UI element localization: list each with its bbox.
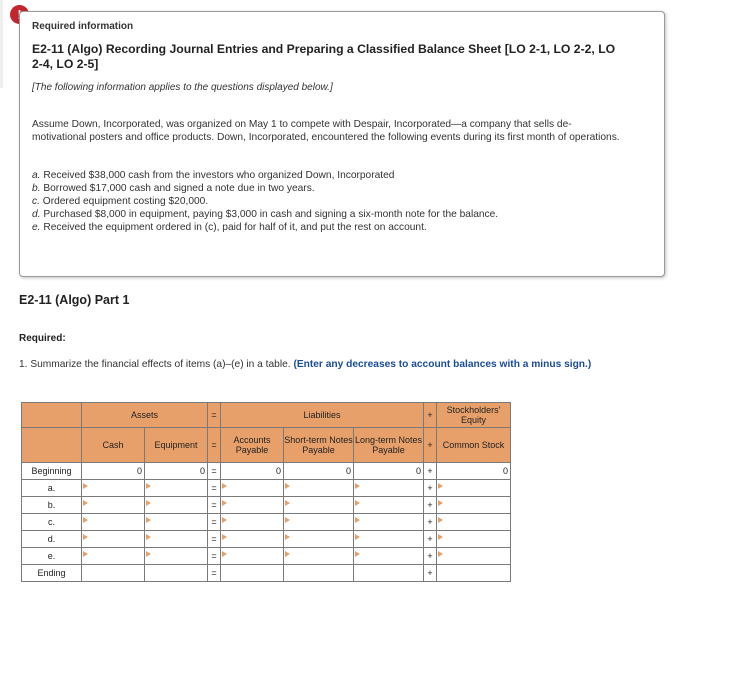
- plus-sign: +: [424, 463, 437, 480]
- plus-sign: +: [424, 514, 437, 531]
- event-item: c. Ordered equipment costing $20,000.: [32, 196, 209, 207]
- row-label: e.: [22, 548, 82, 565]
- table-row: [22, 463, 511, 480]
- long-term-notes-header: Long-term Notes Payable: [354, 428, 424, 463]
- required-label: Required:: [19, 333, 66, 344]
- required-information-heading: Required information: [32, 21, 134, 32]
- ending-long-term-notes: [354, 565, 424, 582]
- ending-accounts-payable: [221, 565, 284, 582]
- plus-sign: +: [424, 565, 437, 582]
- liabilities-header: Liabilities: [221, 403, 424, 428]
- financial-effects-table: [21, 402, 511, 582]
- plus-sign: +: [424, 403, 437, 428]
- left-edge-marker: [0, 0, 3, 88]
- beginning-long-term-notes: 0: [354, 463, 424, 480]
- table-row: [22, 497, 511, 514]
- cash-input[interactable]: [82, 497, 145, 514]
- accounts-payable-input[interactable]: [221, 514, 284, 531]
- short-term-notes-input[interactable]: [284, 480, 354, 497]
- common-stock-input[interactable]: [437, 548, 511, 565]
- plus-sign: +: [424, 480, 437, 497]
- short-term-notes-input[interactable]: [284, 497, 354, 514]
- beginning-cash: 0: [82, 463, 145, 480]
- long-term-notes-input[interactable]: [354, 497, 424, 514]
- short-term-notes-header: Short-term Notes Payable: [284, 428, 354, 463]
- table-row: [22, 565, 511, 582]
- equipment-header: Equipment: [145, 428, 208, 463]
- equals-sign: =: [208, 463, 221, 480]
- row-label: c.: [22, 514, 82, 531]
- short-term-notes-input[interactable]: [284, 548, 354, 565]
- common-stock-input[interactable]: [437, 514, 511, 531]
- ending-equipment: [145, 565, 208, 582]
- accounts-payable-input[interactable]: [221, 548, 284, 565]
- equipment-input[interactable]: [145, 514, 208, 531]
- row-label: b.: [22, 497, 82, 514]
- cash-header: Cash: [82, 428, 145, 463]
- ending-short-term-notes: [284, 565, 354, 582]
- equals-sign: =: [208, 480, 221, 497]
- long-term-notes-input[interactable]: [354, 480, 424, 497]
- event-item: d. Purchased $8,000 in equipment, paying $3,000 in cash and signing a six-month note for the balance.: [32, 209, 499, 220]
- table-row: [22, 480, 511, 497]
- assets-header: Assets: [82, 403, 208, 428]
- common-stock-input[interactable]: [437, 531, 511, 548]
- accounts-payable-input[interactable]: [221, 531, 284, 548]
- event-item: b. Borrowed $17,000 cash and signed a note due in two years.: [32, 183, 315, 194]
- beginning-equipment: 0: [145, 463, 208, 480]
- common-stock-input[interactable]: [437, 497, 511, 514]
- equals-sign: =: [208, 497, 221, 514]
- row-label: a.: [22, 480, 82, 497]
- equals-sign: =: [208, 428, 221, 463]
- equals-sign: =: [208, 565, 221, 582]
- plus-sign: +: [424, 428, 437, 463]
- scenario-paragraph: Assume Down, Incorporated, was organized on May 1 to compete with Despair, Incorporated—a company that sells de-motivational posters and office products. Down, Incorporated, encountered the following events during its first month of operations.: [32, 119, 620, 143]
- row-label: d.: [22, 531, 82, 548]
- row-label: Beginning: [22, 463, 82, 480]
- long-term-notes-input[interactable]: [354, 531, 424, 548]
- equipment-input[interactable]: [145, 480, 208, 497]
- equipment-input[interactable]: [145, 548, 208, 565]
- table-row: [22, 548, 511, 565]
- equals-sign: =: [208, 514, 221, 531]
- equity-header: Stockholders' Equity: [437, 403, 511, 428]
- beginning-short-term-notes: 0: [284, 463, 354, 480]
- beginning-common-stock: 0: [437, 463, 511, 480]
- table-row: [22, 531, 511, 548]
- ending-cash: [82, 565, 145, 582]
- plus-sign: +: [424, 531, 437, 548]
- exercise-title: E2-11 (Algo) Recording Journal Entries and Preparing a Classified Balance Sheet [LO 2-1, LO 2-2, LO 2-4, LO 2-5]: [32, 42, 616, 71]
- part-title: E2-11 (Algo) Part 1: [19, 293, 130, 307]
- beginning-accounts-payable: 0: [221, 463, 284, 480]
- accounts-payable-input[interactable]: [221, 497, 284, 514]
- short-term-notes-input[interactable]: [284, 514, 354, 531]
- common-stock-input[interactable]: [437, 480, 511, 497]
- applies-note: [The following information applies to the questions displayed below.]: [32, 82, 333, 93]
- cash-input[interactable]: [82, 480, 145, 497]
- accounts-payable-header: Accounts Payable: [221, 428, 284, 463]
- plus-sign: +: [424, 548, 437, 565]
- short-term-notes-input[interactable]: [284, 531, 354, 548]
- equipment-input[interactable]: [145, 531, 208, 548]
- table-row: [22, 514, 511, 531]
- corner-cell: [22, 403, 82, 428]
- long-term-notes-input[interactable]: [354, 514, 424, 531]
- corner-cell: [22, 428, 82, 463]
- long-term-notes-input[interactable]: [354, 548, 424, 565]
- equals-sign: =: [208, 403, 221, 428]
- event-item: e. Received the equipment ordered in (c), paid for half of it, and put the rest on account.: [32, 222, 427, 233]
- equipment-input[interactable]: [145, 497, 208, 514]
- plus-sign: +: [424, 497, 437, 514]
- equals-sign: =: [208, 531, 221, 548]
- equals-sign: =: [208, 548, 221, 565]
- ending-common-stock: [437, 565, 511, 582]
- event-list: [32, 169, 498, 234]
- cash-input[interactable]: [82, 531, 145, 548]
- cash-input[interactable]: [82, 548, 145, 565]
- instruction-text: 1. Summarize the financial effects of items (a)–(e) in a table. (Enter any decreases to account balances with a minus sign.): [19, 359, 592, 370]
- accounts-payable-input[interactable]: [221, 480, 284, 497]
- event-item: a. Received $38,000 cash from the investors who organized Down, Incorporated: [32, 170, 395, 181]
- row-label: Ending: [22, 565, 82, 582]
- common-stock-header: Common Stock: [437, 428, 511, 463]
- cash-input[interactable]: [82, 514, 145, 531]
